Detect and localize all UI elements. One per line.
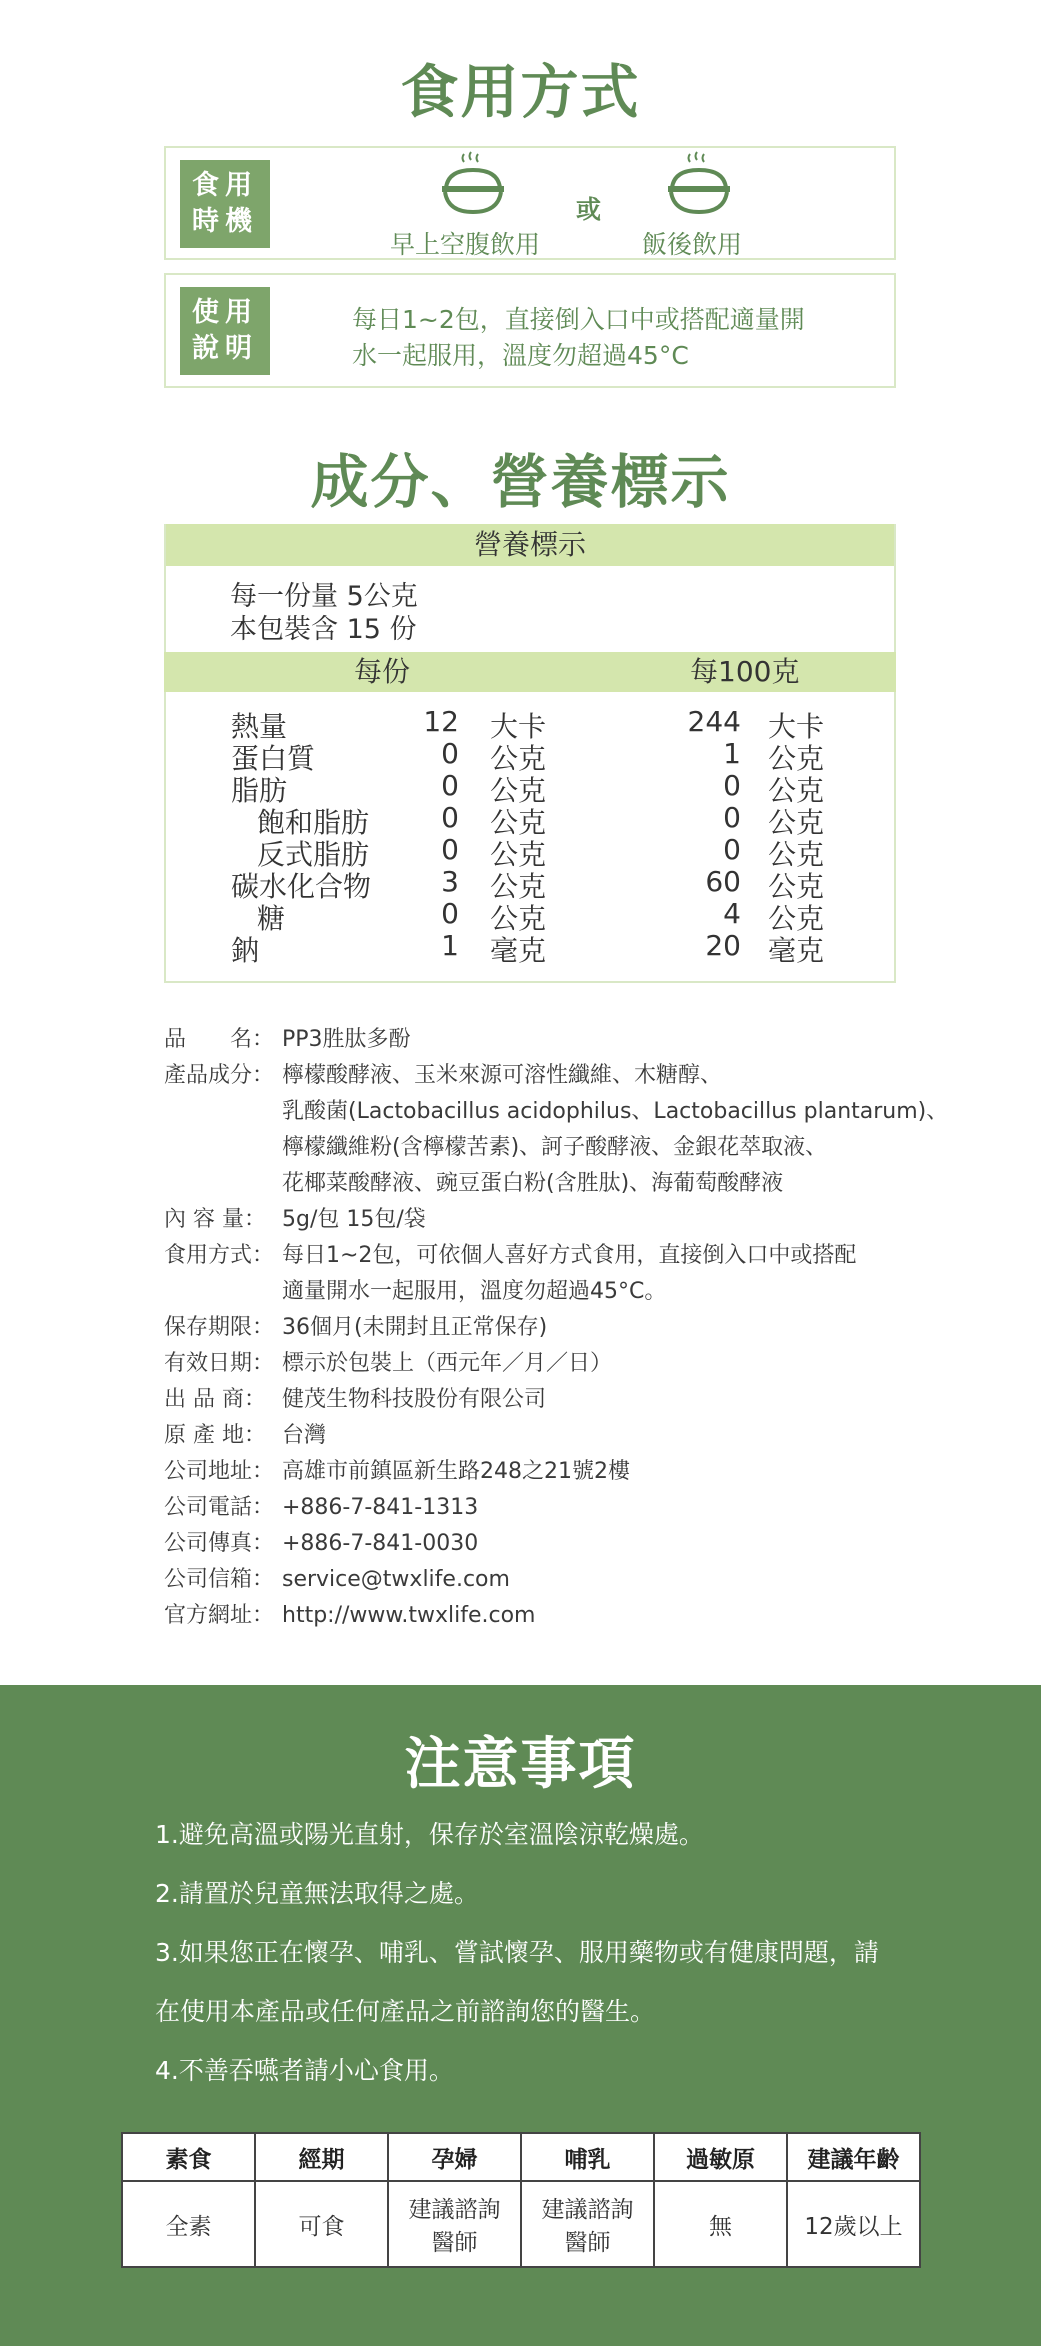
per-serving-value: 0	[441, 769, 459, 802]
notice-title: 注意事項	[404, 1732, 637, 1797]
nutrition-row	[0, 865, 1041, 903]
morning-label: 早上空腹飲用	[390, 230, 541, 259]
per-serving-unit: 公克	[490, 902, 547, 935]
info-label: 公司傳真：	[164, 1531, 275, 1556]
notice-item: 1.避免高溫或陽光直射，保存於室溫陰涼乾燥處。	[155, 1820, 704, 1849]
info-value: 乳酸菌(Lactobacillus acidophilus、Lactobacillus plantarum)、	[282, 1099, 949, 1124]
per-100g-unit: 大卡	[768, 710, 825, 743]
per-100g-value: 4	[723, 897, 741, 930]
col-per-serving: 每份	[354, 655, 411, 688]
diet-header-cell: 經期	[255, 2133, 388, 2181]
after-meal-label: 飯後飲用	[642, 230, 743, 259]
per-serving-value: 0	[441, 801, 459, 834]
info-value: 5g/包 15包/袋	[282, 1207, 426, 1232]
info-value: +886-7-841-0030	[282, 1531, 479, 1556]
diet-header-cell: 素食	[122, 2133, 255, 2181]
info-label: 保存期限：	[164, 1315, 275, 1340]
serving-size: 每一份量 5公克	[230, 581, 418, 612]
info-label: 原 產 地：	[164, 1423, 266, 1448]
per-serving-unit: 公克	[490, 742, 547, 775]
info-label: 產品成分：	[164, 1063, 275, 1088]
instructions-tag: 使用 說明	[180, 287, 270, 375]
nutrition-row	[0, 833, 1041, 871]
per-serving-unit: 公克	[490, 870, 547, 903]
per-serving-unit: 公克	[490, 806, 547, 839]
diet-header-cell: 建議年齡	[787, 2133, 920, 2181]
info-label: 公司電話：	[164, 1495, 275, 1520]
instructions-line-1: 每日1~2包，直接倒入口中或搭配適量開	[352, 305, 805, 334]
per-serving-value: 1	[441, 929, 459, 962]
info-value: +886-7-841-1313	[282, 1495, 479, 1520]
per-serving-unit: 毫克	[490, 934, 547, 967]
per-100g-value: 0	[723, 833, 741, 866]
nutrition-row	[0, 929, 1041, 967]
or-label: 或	[576, 195, 602, 224]
rice-bowl-icon	[440, 148, 506, 218]
nutrition-row	[0, 801, 1041, 839]
info-label: 有效日期：	[164, 1351, 275, 1376]
info-value: 檸檬酸酵液、玉米來源可溶性纖維、木糖醇、	[282, 1063, 723, 1088]
usage-title: 食用方式	[400, 58, 641, 126]
nutrition-row	[0, 769, 1041, 807]
diet-value-cell: 建議諮詢 醫師	[521, 2181, 654, 2267]
nutrient-name: 鈉	[231, 934, 260, 967]
diet-value-cell: 建議諮詢 醫師	[388, 2181, 521, 2267]
servings-per-pack: 本包裝含 15 份	[230, 614, 417, 645]
diet-value-cell: 可食	[255, 2181, 388, 2267]
info-value: 健茂生物科技股份有限公司	[282, 1387, 547, 1412]
per-serving-value: 0	[441, 737, 459, 770]
nutrient-name: 碳水化合物	[231, 870, 372, 903]
per-serving-value: 3	[441, 865, 459, 898]
serving-info	[164, 566, 896, 654]
per-100g-unit: 公克	[768, 838, 825, 871]
info-label: 出 品 商：	[164, 1387, 266, 1412]
diet-value-cell: 無	[654, 2181, 787, 2267]
notice-item: 4.不善吞嚥者請小心食用。	[155, 2056, 454, 2085]
info-value: http://www.twxlife.com	[282, 1603, 536, 1628]
diet-value-cell: 全素	[122, 2181, 255, 2267]
info-value: PP3胜肽多酚	[282, 1027, 411, 1052]
per-100g-unit: 毫克	[768, 934, 825, 967]
nutrient-name: 熱量	[231, 710, 288, 743]
nutrition-title: 成分、營養標示	[310, 448, 731, 516]
per-100g-unit: 公克	[768, 902, 825, 935]
per-serving-value: 0	[441, 897, 459, 930]
rice-bowl-icon	[666, 148, 732, 218]
instructions-line-2: 水一起服用，溫度勿超過45°C	[352, 341, 689, 370]
per-100g-value: 1	[723, 737, 741, 770]
per-100g-unit: 公克	[768, 774, 825, 807]
notice-item: 在使用本產品或任何產品之前諮詢您的醫生。	[155, 1997, 656, 2026]
per-100g-value: 20	[705, 929, 741, 962]
info-value: 高雄市前鎮區新生路248之21號2樓	[282, 1459, 630, 1484]
col-per-100g: 每100克	[690, 655, 800, 688]
info-label: 食用方式：	[164, 1243, 275, 1268]
per-serving-value: 0	[441, 833, 459, 866]
info-value: service@twxlife.com	[282, 1567, 510, 1592]
per-100g-value: 60	[705, 865, 741, 898]
per-100g-value: 0	[723, 769, 741, 802]
diet-value-cell: 12歲以上	[787, 2181, 920, 2267]
info-value: 台灣	[282, 1423, 327, 1448]
diet-header-cell: 孕婦	[388, 2133, 521, 2181]
info-value: 花椰菜酸酵液、豌豆蛋白粉(含胜肽)、海葡萄酸酵液	[282, 1171, 784, 1196]
per-100g-value: 0	[723, 801, 741, 834]
info-value: 標示於包裝上（西元年／月／日）	[282, 1351, 613, 1376]
diet-header-cell: 過敏原	[654, 2133, 787, 2181]
nutrition-row	[0, 737, 1041, 775]
info-value: 36個月(未開封且正常保存)	[282, 1315, 548, 1340]
info-value: 適量開水一起服用，溫度勿超過45°C。	[282, 1279, 667, 1304]
notice-item: 3.如果您正在懷孕、哺乳、嘗試懷孕、服用藥物或有健康問題，請	[155, 1938, 879, 1967]
timing-tag: 食用 時機	[180, 160, 270, 248]
info-label: 官方網址：	[164, 1603, 275, 1628]
nutrition-row	[0, 897, 1041, 935]
nutrient-name: 反式脂肪	[257, 838, 370, 871]
per-100g-unit: 公克	[768, 742, 825, 775]
per-100g-unit: 公克	[768, 870, 825, 903]
diet-header-cell: 哺乳	[521, 2133, 654, 2181]
notice-item: 2.請置於兒童無法取得之處。	[155, 1879, 479, 1908]
nutrient-name: 蛋白質	[231, 742, 316, 775]
diet-table-value-row	[122, 2181, 920, 2267]
nutrient-name: 脂肪	[231, 774, 288, 807]
info-label: 品 名：	[164, 1027, 275, 1052]
nutrition-column-header	[164, 652, 896, 692]
nutrition-row	[0, 705, 1041, 743]
nutrition-header: 營養標示	[164, 524, 896, 566]
nutrient-name: 糖	[257, 902, 286, 935]
per-serving-value: 12	[423, 705, 459, 738]
nutrient-name: 飽和脂肪	[257, 806, 370, 839]
per-serving-unit: 公克	[490, 838, 547, 871]
info-label: 公司地址：	[164, 1459, 275, 1484]
per-serving-unit: 公克	[490, 774, 547, 807]
diet-table	[121, 2132, 921, 2268]
per-serving-unit: 大卡	[490, 710, 547, 743]
per-100g-unit: 公克	[768, 806, 825, 839]
per-100g-value: 244	[687, 705, 741, 738]
info-value: 每日1~2包，可依個人喜好方式食用，直接倒入口中或搭配	[282, 1243, 857, 1268]
diet-table-header-row	[122, 2133, 920, 2181]
info-label: 公司信箱：	[164, 1567, 275, 1592]
info-value: 檸檬纖維粉(含檸檬苦素)、訶子酸酵液、金銀花萃取液、	[282, 1135, 828, 1160]
info-label: 內 容 量：	[164, 1207, 266, 1232]
